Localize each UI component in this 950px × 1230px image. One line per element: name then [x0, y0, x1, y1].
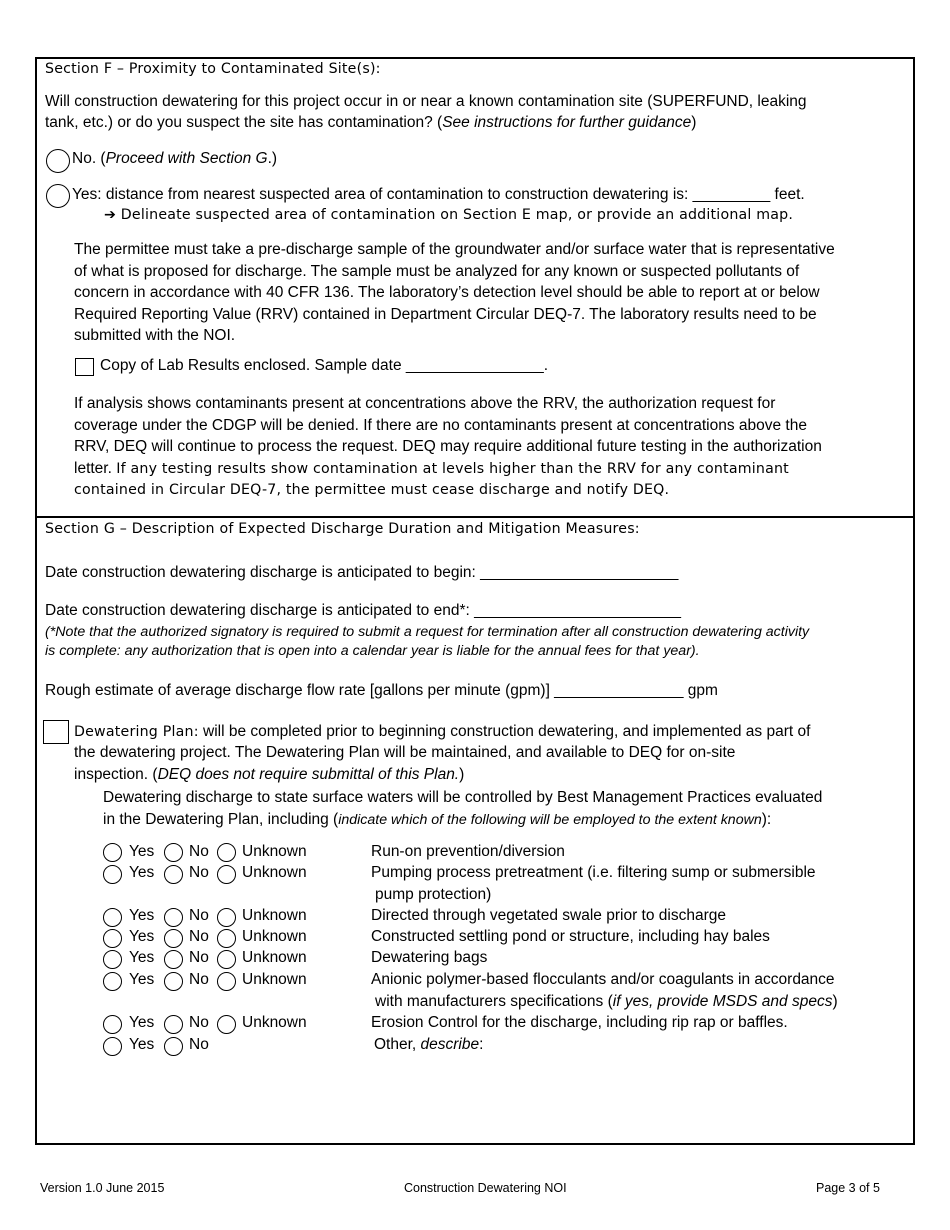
- dewatering-plan-checkbox[interactable]: [43, 720, 69, 744]
- yes-radio[interactable]: [103, 1037, 122, 1056]
- measure-label: Directed through vegetated swale prior to discharge: [371, 907, 726, 924]
- unknown-radio[interactable]: [217, 950, 236, 969]
- section-g-heading: Section G – Description of Expected Discharge Duration and Mitigation Measures:: [45, 521, 640, 537]
- delineate-instruction: ➔ Delineate suspected area of contamination on Section E map, or provide an additional map.: [104, 207, 794, 223]
- dewatering-plan-line2: the dewatering project. The Dewatering Plan will be maintained, and available to DEQ for on-site: [74, 744, 736, 761]
- no-radio[interactable]: [164, 972, 183, 991]
- end-date-field[interactable]: Date construction dewatering discharge is anticipated to end*: ________________________: [45, 602, 681, 619]
- unknown-radio[interactable]: [217, 908, 236, 927]
- unknown-radio[interactable]: [217, 843, 236, 862]
- measure-label-cont: with manufacturers specifications (if yes, provide MSDS and specs): [375, 993, 838, 1010]
- unknown-radio[interactable]: [217, 972, 236, 991]
- measure-label: Constructed settling pond or structure, including hay bales: [371, 928, 770, 945]
- termination-note: (*Note that the authorized signatory is required to submit a request for termination after all construction dewatering activity: [45, 624, 810, 640]
- other-label: Other, describe:: [374, 1036, 484, 1053]
- dewatering-plan-line1: Dewatering Plan: will be completed prior to beginning construction dewatering, and implemented as part of: [74, 723, 811, 740]
- measure-label-cont: pump protection): [375, 886, 492, 903]
- yes-radio[interactable]: [46, 184, 70, 208]
- lab-results-label: Copy of Lab Results enclosed. Sample date ________________.: [100, 357, 549, 374]
- yes-radio[interactable]: [103, 972, 122, 991]
- dewatering-plan-line3: inspection. (DEQ does not require submittal of this Plan.): [74, 766, 465, 783]
- no-radio[interactable]: [164, 1037, 183, 1056]
- section-f-heading: Section F – Proximity to Contaminated Site(s):: [45, 61, 381, 77]
- footer-version: Version 1.0 June 2015: [40, 1181, 165, 1195]
- yes-radio[interactable]: [103, 865, 122, 884]
- termination-note-line2: is complete: any authorization that is open into a calendar year is liable for the annual fees for that year).: [45, 643, 700, 659]
- no-radio[interactable]: [164, 1015, 183, 1034]
- analysis-paragraph: If analysis shows contaminants present at concentrations above the RRV, the authorization request for coverage under the CDGP will be denied. If there are no contaminants present at concentrations above the RRV, DEQ will continue to process the request. DEQ may require additional future testing in the authorization letter. If any testing results show contamination at levels higher than the RRV for any contaminant contained in Circular DEQ-7, the permittee must cease discharge and notify DEQ.: [74, 395, 822, 499]
- footer-page: Page 3 of 5: [816, 1181, 880, 1195]
- no-radio[interactable]: [164, 929, 183, 948]
- no-radio[interactable]: [164, 843, 183, 862]
- permittee-paragraph: The permittee must take a pre-discharge sample of the groundwater and/or surface water that is representative of what is proposed for discharge. The sample must be analyzed for any known or suspected pollutants of concern in accordance with 40 CFR 136. The laboratory’s detection level should be able to report at or below Required Reporting Value (RRV) contained in Department Circular DEQ-7. The laboratory results need to be submitted with the NOI.: [74, 241, 835, 345]
- no-radio[interactable]: [164, 865, 183, 884]
- no-option-label: No. (Proceed with Section G.): [72, 150, 278, 167]
- no-radio[interactable]: [164, 908, 183, 927]
- measure-label: Dewatering bags: [371, 949, 488, 966]
- yes-radio[interactable]: [103, 908, 122, 927]
- yes-radio[interactable]: [103, 843, 122, 862]
- unknown-radio[interactable]: [217, 1015, 236, 1034]
- bmp-intro-line1: Dewatering discharge to state surface waters will be controlled by Best Management Practices evaluated: [103, 789, 823, 806]
- contamination-question-line2: tank, etc.) or do you suspect the site has contamination? (See instructions for further guidance): [45, 114, 697, 131]
- yes-radio[interactable]: [103, 950, 122, 969]
- yes-radio[interactable]: [103, 929, 122, 948]
- unknown-radio[interactable]: [217, 865, 236, 884]
- measure-label: Anionic polymer-based flocculants and/or coagulants in accordance: [371, 971, 835, 988]
- footer-title: Construction Dewatering NOI: [404, 1181, 567, 1195]
- lab-results-checkbox[interactable]: [75, 358, 94, 376]
- begin-date-field[interactable]: Date construction dewatering discharge is anticipated to begin: _______________________: [45, 564, 679, 581]
- bmp-intro-line2: in the Dewatering Plan, including (indicate which of the following will be employed to the extent known):: [103, 811, 772, 828]
- yes-radio[interactable]: [103, 1015, 122, 1034]
- flow-rate-field[interactable]: Rough estimate of average discharge flow rate [gallons per minute (gpm)] _______________ gpm: [45, 682, 718, 699]
- measure-label: Erosion Control for the discharge, including rip rap or baffles.: [371, 1014, 788, 1031]
- measure-label: Run-on prevention/diversion: [371, 843, 565, 860]
- contamination-question: Will construction dewatering for this project occur in or near a known contamination site (SUPERFUND, leaking: [45, 93, 807, 110]
- unknown-radio[interactable]: [217, 929, 236, 948]
- no-radio[interactable]: [46, 149, 70, 173]
- yes-distance-label: Yes: distance from nearest suspected area of contamination to construction dewatering is: _________ feet.: [72, 186, 805, 203]
- no-radio[interactable]: [164, 950, 183, 969]
- measure-label: Pumping process pretreatment (i.e. filtering sump or submersible: [371, 864, 816, 881]
